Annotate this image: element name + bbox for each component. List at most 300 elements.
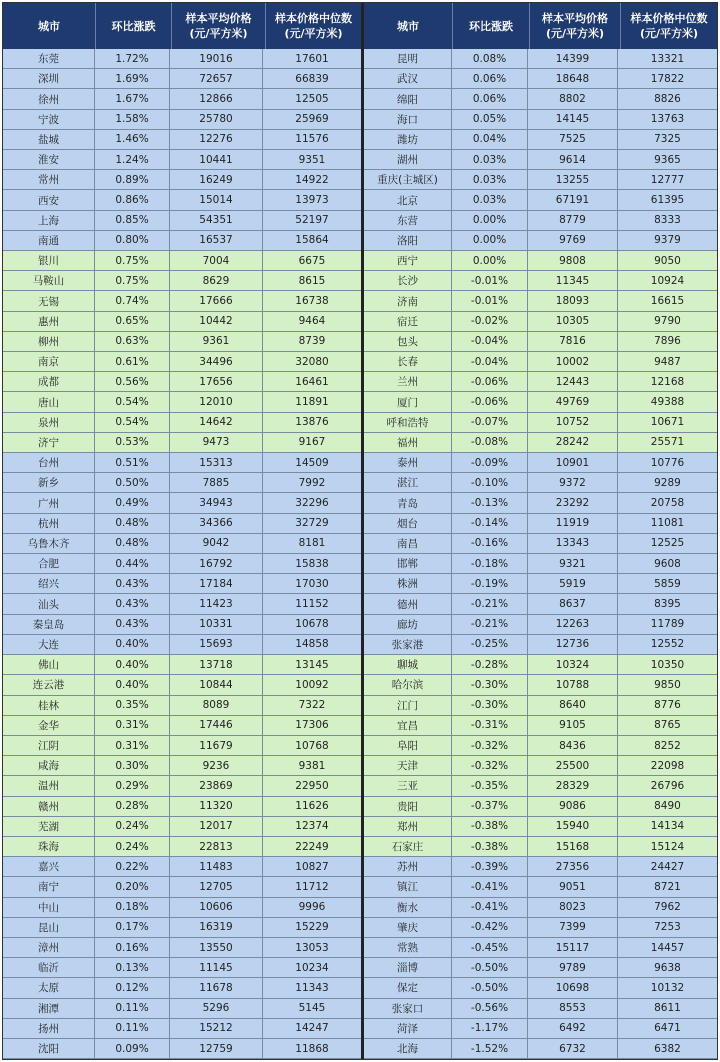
cell-change: 0.48%: [95, 534, 170, 554]
cell-change: -0.30%: [452, 696, 528, 716]
cell-city: 天津: [364, 756, 452, 776]
cell-median-price: 14134: [618, 817, 717, 837]
cell-median-price: 6675: [263, 251, 361, 271]
cell-median-price: 17601: [263, 49, 361, 69]
cell-average-price: 25500: [528, 756, 618, 776]
table-row: [364, 837, 717, 857]
cell-change: 0.24%: [95, 837, 170, 857]
cell-median-price: 15229: [263, 918, 361, 938]
cell-average-price: 15014: [170, 190, 263, 210]
cell-median-price: 10827: [263, 857, 361, 877]
cell-median-price: 12525: [618, 534, 717, 554]
cell-city: 大连: [3, 635, 95, 655]
table-row: [3, 291, 361, 311]
header-city: 城市: [364, 3, 453, 49]
cell-median-price: 8721: [618, 877, 717, 897]
cell-city: 南昌: [364, 534, 452, 554]
cell-change: -0.38%: [452, 837, 528, 857]
cell-change: 1.58%: [95, 110, 170, 130]
header-median-price: 样本价格中位数 (元/平方米): [275, 12, 352, 40]
cell-median-price: 9167: [263, 433, 361, 453]
cell-city: 宜昌: [364, 716, 452, 736]
cell-average-price: 8553: [528, 999, 618, 1019]
table-row: [3, 635, 361, 655]
cell-change: -0.32%: [452, 756, 528, 776]
table-row: [364, 231, 717, 251]
cell-average-price: 10698: [528, 978, 618, 998]
cell-median-price: 32080: [263, 352, 361, 372]
cell-average-price: 34366: [170, 514, 263, 534]
cell-change: -0.50%: [452, 958, 528, 978]
cell-average-price: 13718: [170, 655, 263, 675]
right-table: [364, 3, 717, 1059]
cell-median-price: 12168: [618, 372, 717, 392]
table-row: [3, 999, 361, 1019]
cell-median-price: 8611: [618, 999, 717, 1019]
cell-change: 0.17%: [95, 918, 170, 938]
cell-change: 0.05%: [452, 110, 528, 130]
table-row: [364, 69, 717, 89]
table-row: [364, 938, 717, 958]
cell-average-price: 23869: [170, 776, 263, 796]
cell-change: 0.63%: [95, 332, 170, 352]
table-row: [3, 857, 361, 877]
cell-change: 0.00%: [452, 231, 528, 251]
cell-median-price: 9487: [618, 352, 717, 372]
cell-average-price: 11320: [170, 797, 263, 817]
cell-change: 1.69%: [95, 69, 170, 89]
cell-average-price: 15313: [170, 453, 263, 473]
cell-median-price: 10234: [263, 958, 361, 978]
cell-average-price: 5296: [170, 999, 263, 1019]
cell-change: 0.61%: [95, 352, 170, 372]
cell-change: 0.35%: [95, 696, 170, 716]
table-row: [364, 453, 717, 473]
cell-city: 德州: [364, 594, 452, 614]
cell-change: 0.74%: [95, 291, 170, 311]
cell-city: 柳州: [3, 332, 95, 352]
cell-average-price: 8779: [528, 211, 618, 231]
cell-average-price: 9372: [528, 473, 618, 493]
cell-average-price: 18093: [528, 291, 618, 311]
cell-change: 0.09%: [95, 1039, 170, 1059]
cell-change: 0.65%: [95, 312, 170, 332]
table-row: [364, 534, 717, 554]
cell-average-price: 17446: [170, 716, 263, 736]
cell-change: 1.46%: [95, 130, 170, 150]
cell-median-price: 10132: [618, 978, 717, 998]
cell-change: 0.31%: [95, 716, 170, 736]
cell-city: 昆山: [3, 918, 95, 938]
table-row: [3, 110, 361, 130]
table-row: [3, 898, 361, 918]
cell-change: -1.52%: [452, 1039, 528, 1059]
table-row: [364, 696, 717, 716]
cell-city: 临沂: [3, 958, 95, 978]
cell-city: 长春: [364, 352, 452, 372]
cell-change: -0.14%: [452, 514, 528, 534]
cell-median-price: 8776: [618, 696, 717, 716]
cell-median-price: 8252: [618, 736, 717, 756]
cell-change: -0.04%: [452, 332, 528, 352]
cell-median-price: 10924: [618, 271, 717, 291]
cell-city: 无锡: [3, 291, 95, 311]
cell-median-price: 66839: [263, 69, 361, 89]
cell-average-price: 13255: [528, 170, 618, 190]
cell-median-price: 8490: [618, 797, 717, 817]
cell-median-price: 11152: [263, 594, 361, 614]
table-row: [3, 332, 361, 352]
table-row: [364, 675, 717, 695]
table-row: [3, 514, 361, 534]
cell-median-price: 9790: [618, 312, 717, 332]
right-header-row: [364, 3, 717, 49]
cell-median-price: 12777: [618, 170, 717, 190]
cell-change: 0.89%: [95, 170, 170, 190]
cell-average-price: 27356: [528, 857, 618, 877]
cell-average-price: 12736: [528, 635, 618, 655]
cell-median-price: 26796: [618, 776, 717, 796]
cell-median-price: 8765: [618, 716, 717, 736]
cell-average-price: 10442: [170, 312, 263, 332]
cell-city: 徐州: [3, 89, 95, 109]
cell-average-price: 14145: [528, 110, 618, 130]
cell-city: 洛阳: [364, 231, 452, 251]
cell-change: -0.13%: [452, 493, 528, 513]
cell-change: -0.01%: [452, 291, 528, 311]
cell-median-price: 13763: [618, 110, 717, 130]
cell-average-price: 9051: [528, 877, 618, 897]
cell-median-price: 8181: [263, 534, 361, 554]
cell-city: 绍兴: [3, 574, 95, 594]
cell-change: -0.16%: [452, 534, 528, 554]
cell-median-price: 9608: [618, 554, 717, 574]
cell-change: 0.06%: [452, 69, 528, 89]
cell-average-price: 8802: [528, 89, 618, 109]
cell-average-price: 8023: [528, 898, 618, 918]
header-average-price: 样本平均价格 (元/平方米): [530, 3, 621, 49]
cell-median-price: 9351: [263, 150, 361, 170]
cell-median-price: 24427: [618, 857, 717, 877]
cell-city: 宁波: [3, 110, 95, 130]
cell-median-price: 25969: [263, 110, 361, 130]
cell-change: 0.43%: [95, 574, 170, 594]
cell-change: 1.72%: [95, 49, 170, 69]
cell-average-price: 17666: [170, 291, 263, 311]
cell-city: 贵阳: [364, 797, 452, 817]
cell-change: 0.08%: [452, 49, 528, 69]
table-row: [364, 352, 717, 372]
cell-change: 0.54%: [95, 392, 170, 412]
cell-change: 0.11%: [95, 1019, 170, 1039]
cell-average-price: 49769: [528, 392, 618, 412]
right-rows: [364, 49, 717, 1059]
cell-change: 0.22%: [95, 857, 170, 877]
cell-city: 株洲: [364, 574, 452, 594]
cell-average-price: 67191: [528, 190, 618, 210]
table-row: [3, 716, 361, 736]
cell-average-price: 13343: [528, 534, 618, 554]
cell-median-price: 10776: [618, 453, 717, 473]
cell-average-price: 7885: [170, 473, 263, 493]
cell-city: 泰州: [364, 453, 452, 473]
cell-change: 0.86%: [95, 190, 170, 210]
cell-median-price: 12505: [263, 89, 361, 109]
cell-city: 太原: [3, 978, 95, 998]
table-row: [364, 433, 717, 453]
cell-median-price: 9289: [618, 473, 717, 493]
cell-city: 上海: [3, 211, 95, 231]
table-row: [364, 473, 717, 493]
cell-median-price: 49388: [618, 392, 717, 412]
cell-city: 张家口: [364, 999, 452, 1019]
cell-average-price: 18648: [528, 69, 618, 89]
cell-median-price: 14858: [263, 635, 361, 655]
cell-change: -0.01%: [452, 271, 528, 291]
cell-median-price: 10768: [263, 736, 361, 756]
cell-city: 衡水: [364, 898, 452, 918]
cell-change: 0.24%: [95, 817, 170, 837]
table-row: [3, 736, 361, 756]
cell-average-price: 9236: [170, 756, 263, 776]
cell-median-price: 7992: [263, 473, 361, 493]
cell-change: -0.41%: [452, 877, 528, 897]
cell-city: 东莞: [3, 49, 95, 69]
cell-change: 0.40%: [95, 655, 170, 675]
cell-median-price: 22249: [263, 837, 361, 857]
cell-average-price: 34943: [170, 493, 263, 513]
cell-average-price: 10788: [528, 675, 618, 695]
table-row: [3, 271, 361, 291]
table-row: [3, 675, 361, 695]
table-row: [3, 554, 361, 574]
cell-median-price: 14922: [263, 170, 361, 190]
table-row: [364, 615, 717, 635]
cell-average-price: 8436: [528, 736, 618, 756]
cell-median-price: 22098: [618, 756, 717, 776]
table-row: [3, 211, 361, 231]
table-row: [364, 877, 717, 897]
cell-change: -0.38%: [452, 817, 528, 837]
cell-change: 0.43%: [95, 594, 170, 614]
left-header-row: [3, 3, 361, 49]
cell-change: 0.03%: [452, 150, 528, 170]
cell-city: 郑州: [364, 817, 452, 837]
cell-average-price: 11145: [170, 958, 263, 978]
cell-change: 0.75%: [95, 271, 170, 291]
cell-city: 西宁: [364, 251, 452, 271]
cell-average-price: 6492: [528, 1019, 618, 1039]
cell-average-price: 12017: [170, 817, 263, 837]
table-row: [364, 514, 717, 534]
cell-average-price: 12866: [170, 89, 263, 109]
cell-change: -0.19%: [452, 574, 528, 594]
table-row: [3, 473, 361, 493]
table-row: [364, 1019, 717, 1039]
cell-change: -0.07%: [452, 413, 528, 433]
cell-change: 0.49%: [95, 493, 170, 513]
left-rows: [3, 49, 361, 1059]
cell-city: 潍坊: [364, 130, 452, 150]
table-row: [364, 716, 717, 736]
cell-average-price: 16537: [170, 231, 263, 251]
table-row: [3, 938, 361, 958]
cell-median-price: 10678: [263, 615, 361, 635]
table-row: [364, 1039, 717, 1059]
cell-change: -0.21%: [452, 594, 528, 614]
table-row: [364, 736, 717, 756]
cell-change: -0.28%: [452, 655, 528, 675]
cell-average-price: 12263: [528, 615, 618, 635]
table-row: [364, 574, 717, 594]
cell-city: 哈尔滨: [364, 675, 452, 695]
table-row: [3, 918, 361, 938]
table-row: [3, 493, 361, 513]
cell-city: 长沙: [364, 271, 452, 291]
cell-average-price: 14642: [170, 413, 263, 433]
cell-city: 烟台: [364, 514, 452, 534]
cell-city: 嘉兴: [3, 857, 95, 877]
table-row: [3, 190, 361, 210]
cell-city: 昆明: [364, 49, 452, 69]
cell-city: 兰州: [364, 372, 452, 392]
cell-city: 聊城: [364, 655, 452, 675]
cell-city: 湘潭: [3, 999, 95, 1019]
cell-average-price: 15940: [528, 817, 618, 837]
cell-median-price: 15838: [263, 554, 361, 574]
cell-city: 湖州: [364, 150, 452, 170]
cell-average-price: 9614: [528, 150, 618, 170]
cell-median-price: 15124: [618, 837, 717, 857]
cell-change: 0.28%: [95, 797, 170, 817]
cell-change: 0.43%: [95, 615, 170, 635]
cell-city: 南宁: [3, 877, 95, 897]
cell-average-price: 8089: [170, 696, 263, 716]
cell-city: 盐城: [3, 130, 95, 150]
table-row: [364, 978, 717, 998]
table-row: [3, 231, 361, 251]
cell-average-price: 12759: [170, 1039, 263, 1059]
cell-average-price: 54351: [170, 211, 263, 231]
table-row: [364, 89, 717, 109]
cell-change: -0.56%: [452, 999, 528, 1019]
cell-city: 呼和浩特: [364, 413, 452, 433]
cell-city: 合肥: [3, 554, 95, 574]
cell-change: -0.08%: [452, 433, 528, 453]
table-row: [364, 817, 717, 837]
cell-change: 0.44%: [95, 554, 170, 574]
cell-city: 西安: [3, 190, 95, 210]
cell-change: 0.48%: [95, 514, 170, 534]
header-average-price: 样本平均价格 (元/平方米): [172, 3, 266, 49]
cell-change: 0.16%: [95, 938, 170, 958]
table-row: [364, 776, 717, 796]
cell-change: 0.03%: [452, 170, 528, 190]
cell-median-price: 15864: [263, 231, 361, 251]
header-change: 环比涨跌: [96, 3, 172, 49]
table-row: [3, 1039, 361, 1059]
cell-city: 保定: [364, 978, 452, 998]
cell-median-price: 10350: [618, 655, 717, 675]
cell-city: 深圳: [3, 69, 95, 89]
cell-city: 海口: [364, 110, 452, 130]
table-row: [3, 877, 361, 897]
cell-average-price: 72657: [170, 69, 263, 89]
cell-change: -0.50%: [452, 978, 528, 998]
cell-city: 扬州: [3, 1019, 95, 1039]
cell-average-price: 7004: [170, 251, 263, 271]
cell-change: -0.30%: [452, 675, 528, 695]
table-row: [3, 69, 361, 89]
cell-average-price: 23292: [528, 493, 618, 513]
table-row: [3, 251, 361, 271]
table-row: [364, 918, 717, 938]
table-row: [364, 211, 717, 231]
cell-median-price: 7322: [263, 696, 361, 716]
cell-average-price: 34496: [170, 352, 263, 372]
cell-median-price: 11576: [263, 130, 361, 150]
cell-average-price: 12010: [170, 392, 263, 412]
cell-median-price: 14247: [263, 1019, 361, 1039]
cell-median-price: 13973: [263, 190, 361, 210]
cell-change: 0.54%: [95, 413, 170, 433]
cell-average-price: 11919: [528, 514, 618, 534]
cell-change: 0.85%: [95, 211, 170, 231]
table-row: [364, 49, 717, 69]
cell-change: 0.11%: [95, 999, 170, 1019]
table-row: [364, 372, 717, 392]
cell-city: 台州: [3, 453, 95, 473]
cell-city: 济南: [364, 291, 452, 311]
cell-city: 肇庆: [364, 918, 452, 938]
cell-median-price: 8826: [618, 89, 717, 109]
table-row: [3, 433, 361, 453]
table-row: [3, 817, 361, 837]
table-row: [364, 594, 717, 614]
cell-city: 苏州: [364, 857, 452, 877]
cell-average-price: 9789: [528, 958, 618, 978]
cell-median-price: 9464: [263, 312, 361, 332]
cell-change: -0.42%: [452, 918, 528, 938]
cell-change: 0.56%: [95, 372, 170, 392]
cell-average-price: 10324: [528, 655, 618, 675]
cell-change: -0.09%: [452, 453, 528, 473]
cell-median-price: 7253: [618, 918, 717, 938]
table-row: [364, 797, 717, 817]
cell-change: 0.18%: [95, 898, 170, 918]
cell-change: -0.45%: [452, 938, 528, 958]
cell-average-price: 11345: [528, 271, 618, 291]
cell-change: 1.24%: [95, 150, 170, 170]
cell-median-price: 11891: [263, 392, 361, 412]
cell-median-price: 11712: [263, 877, 361, 897]
table-row: [3, 776, 361, 796]
cell-change: -0.39%: [452, 857, 528, 877]
cell-change: -0.06%: [452, 392, 528, 412]
cell-median-price: 16738: [263, 291, 361, 311]
cell-average-price: 8637: [528, 594, 618, 614]
cell-city: 咸海: [3, 756, 95, 776]
cell-average-price: 15168: [528, 837, 618, 857]
cell-change: -0.06%: [452, 372, 528, 392]
cell-average-price: 11678: [170, 978, 263, 998]
cell-change: 0.04%: [452, 130, 528, 150]
cell-average-price: 8629: [170, 271, 263, 291]
cell-change: -1.17%: [452, 1019, 528, 1039]
table-row: [3, 49, 361, 69]
cell-city: 济宁: [3, 433, 95, 453]
table-row: [364, 312, 717, 332]
